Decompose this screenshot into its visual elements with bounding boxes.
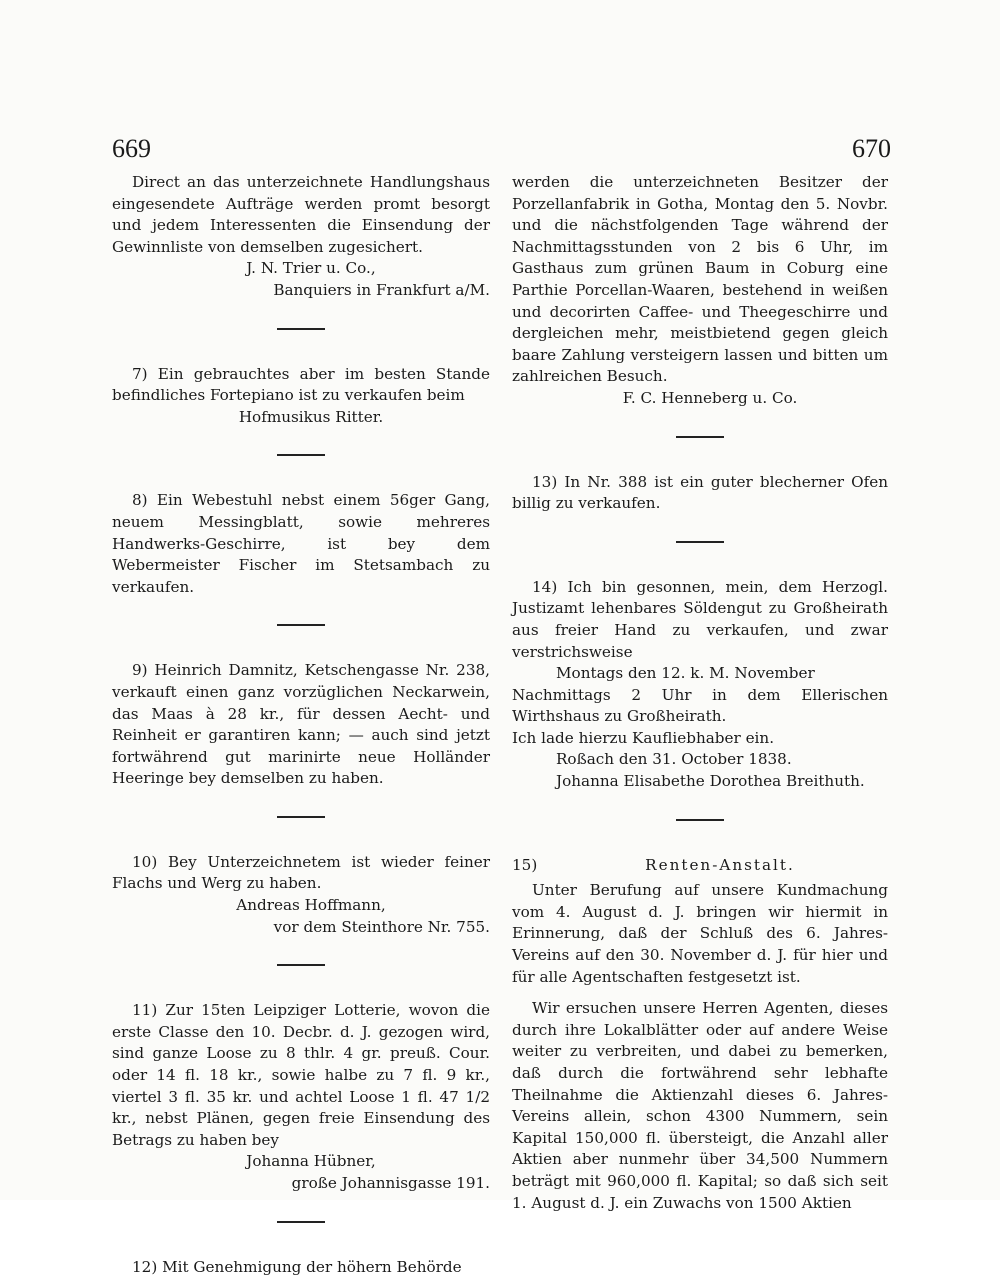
ad-13-text: 13) In Nr. 388 ist ein guter blecherner Ofen billig zu verkaufen. [512, 472, 888, 513]
ad-14-line-2: Nachmittags 2 Uhr in dem Ellerischen Wirthshaus zu Großheirath. [512, 685, 888, 726]
ad-14-line-4: Roßach den 31. October 1838. [556, 750, 792, 769]
separator [676, 541, 724, 543]
ad-14 [512, 577, 888, 793]
ad-15-para-2: Wir ersuchen unsere Herren Agenten, dieses durch ihre Lokalblätter oder auf andere Weise weiter zu verbreiten, und dabei zu bemerken, daß durch die fortwährend sehr lebhafte Theilnahme die Aktienzahl dieses 6. Jahres-Vereins allein, schon 4300 Nummern, sein Kapital 150,000 fl. übersteigt, die Anzahl aller Aktien aber nunmehr über 34,500 Nummern beträgt mit 960,000 fl. Kapital; so daß sich seit 1. August d. J. ein Zuwachs von 1500 Aktien [512, 999, 888, 1212]
ad-10 [112, 852, 490, 938]
separator [676, 436, 724, 438]
ad-15-para-1: Unter Berufung auf unsere Kundmachung vom 4. August d. J. bringen wir hiermit in Erinnerung, daß der Schluß des 6. Jahres-Vereins auf den 30. November d. J. für hier und für alle Agentschaften festgesetzt ist. [512, 881, 888, 986]
ad-11 [112, 1000, 490, 1194]
ad-14-line-5: Johanna Elisabethe Dorothea Breithuth. [556, 772, 865, 791]
ad-10-text: 10) Bey Unterzeichnetem ist wieder feiner Flachs und Werg zu haben. [112, 852, 490, 893]
left-column [112, 172, 490, 1278]
ad-14-line-1: Montags den 12. k. M. November [556, 664, 815, 683]
right-column [512, 172, 888, 1214]
separator [277, 624, 325, 626]
separator [277, 328, 325, 330]
ad-15 [512, 855, 888, 1215]
ad-13 [512, 472, 888, 515]
ad-11-text: 11) Zur 15ten Leipziger Lotterie, wovon die erste Classe den 10. Decbr. d. J. gezogen wird, sind ganze Loose zu 8 thlr. 4 gr. preuß. Cour. oder 14 fl. 18 kr., sowie halbe zu 7 fl. 9 kr., viertel 3 fl. 35 kr. und achtel Loose 1 fl. 47 1/2 kr., nebst Plänen, gegen freie Einsendung des Betrags zu haben bey [112, 1001, 490, 1149]
ad-11-signature-2: große Johannisgasse 191. [291, 1174, 490, 1192]
ad-trier-signature-2: Banquiers in Frankfurt a/M. [273, 280, 490, 299]
ad-15-number: 15) [512, 855, 538, 874]
ad-7-signature: Hofmusikus Ritter. [238, 407, 384, 426]
ad-9 [112, 660, 490, 790]
ad-15-heading: Renten-Anstalt. [645, 855, 795, 874]
ad-8-text: 8) Ein Webestuhl nebst einem 56ger Gang, neuem Messingblatt, sowie mehreres Handwerks-Geschirre, ist bey dem Webermeister Fischer im Stetsambach zu verkaufen. [112, 491, 490, 596]
separator [277, 964, 325, 966]
page-number-left: 669 [112, 134, 151, 163]
ad-12-start-text: 12) Mit Genehmigung der höhern Behörde [132, 1257, 462, 1276]
ad-10-signature-2: vor dem Steinthore Nr. 755. [273, 917, 490, 936]
ad-12-continued [512, 172, 888, 410]
ad-trier-text: Direct an das unterzeichnete Handlungshaus eingesendete Aufträge werden promt besorgt und jedem Interessenten die Einsendung der Gewinnliste von demselben zugesichert. [112, 173, 490, 256]
ad-12-continued-text: werden die unterzeichneten Besitzer der Porzellanfabrik in Gotha, Montag den 5. Novbr. und die nächstfolgenden Tage während der Nachmittagsstunden von 2 bis 6 Uhr, im Gasthaus zum grünen Baum in Coburg eine Parthie Porcellan-Waaren, bestehend in weißen und decorirten Caffee- und Theegeschirre und dergleichen mehr, meistbietend gegen gleich baare Zahlung versteigern lassen und bitten um zahlreichen Besuch. [512, 173, 888, 386]
ad-8 [112, 490, 490, 598]
ad-12-signature: F. C. Henneberg u. Co. [622, 388, 798, 407]
ad-14-line-3: Ich lade hierzu Kaufliebhaber ein. [512, 728, 775, 747]
ad-15-heading-row [512, 855, 888, 877]
ad-7 [112, 364, 490, 429]
ad-7-text: 7) Ein gebrauchtes aber im besten Stande befindliches Fortepiano ist zu verkaufen beim [112, 364, 490, 405]
ad-9-text: 9) Heinrich Damnitz, Ketschengasse Nr. 238, verkauft einen ganz vorzüglichen Neckarwein, das Maas à 28 kr., für dessen Aecht- und Reinheit er garantiren kann; — auch sind jetzt fortwährend gut marinirte neue Holländer Heeringe bey demselben zu haben. [112, 661, 490, 788]
separator [277, 1221, 325, 1223]
ad-14-text: 14) Ich bin gesonnen, mein, dem Herzogl. Justizamt lehenbares Söldengut zu Großheirath aus freier Hand zu verkaufen, und zwar verstrichsweise [512, 577, 888, 661]
page-number-right: 670 [852, 134, 891, 163]
ad-11-signature-1: Johanna Hübner, [246, 1152, 376, 1171]
separator [277, 816, 325, 818]
separator [676, 819, 724, 821]
ad-trier-signature-1: J. N. Trier u. Co., [246, 259, 376, 278]
separator [277, 454, 325, 456]
ad-10-signature-1: Andreas Hoffmann, [236, 896, 386, 915]
ad-12-start [112, 1257, 490, 1278]
ad-trier [112, 172, 490, 302]
